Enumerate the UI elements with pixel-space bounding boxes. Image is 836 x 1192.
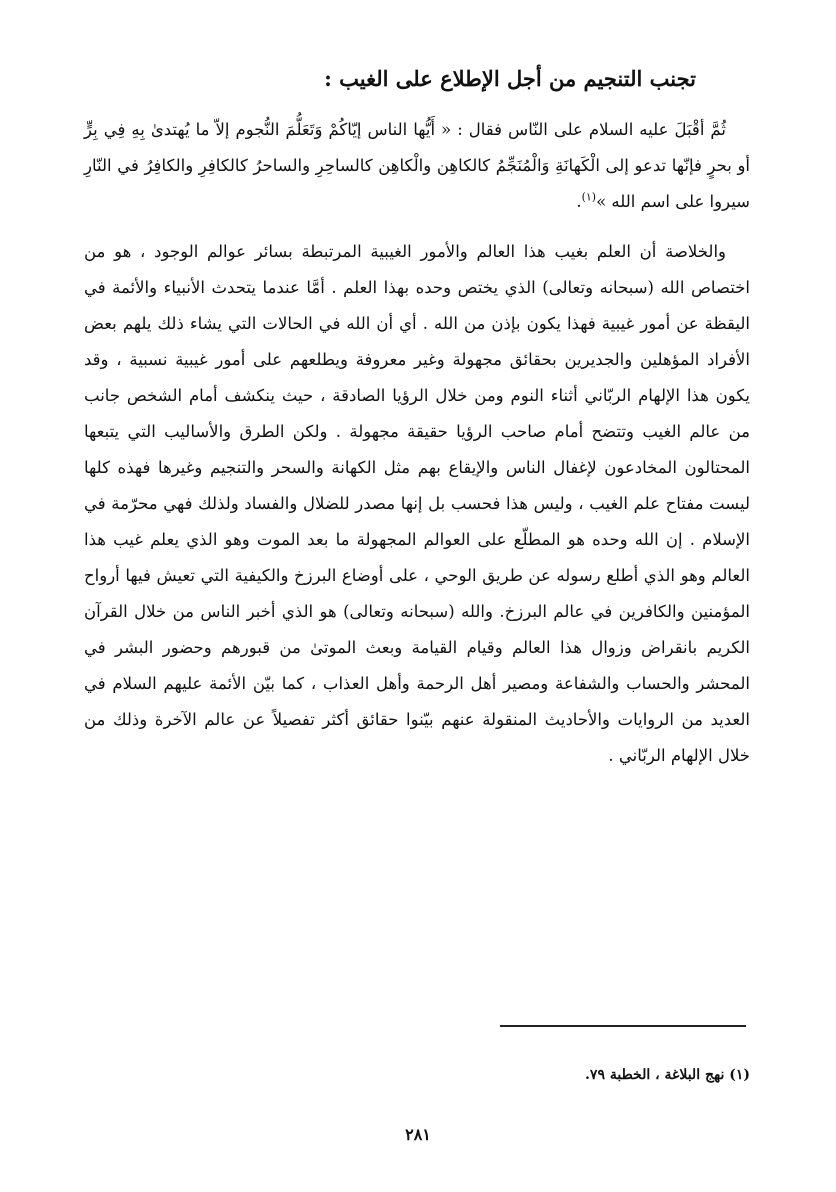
paragraph-summary: والخلاصة أن العلم بغيب هذا العالم والأمور الغيبية المرتبطة بسائر عوالم الوجود ، هو من اختصاص الله (سبحانه وتعالى) الذي يختص وحده بهذا العلم . أمَّا عندما يتحدث الأنبياء والأئمة في اليقظة عن أمور غيبية فهذا يكون بإذن من الله . أي أن الله في الحالات التي يشاء ذلك يلهم بعض الأفراد المؤهلين والجديرين بحقائق مجهولة وغير معروفة ويطلعهم على أمور غيبية نسبية ، وقد يكون هذا الإلهام الربّاني أثناء النوم ومن خلال الرؤيا الصادقة ، حيث ينكشف أمام الشخص جانب من عالم الغيب وتتضح أمام صاحب الرؤيا حقيقة مجهولة . ولكن الطرق والأساليب التي يتبعها المحتالون المخادعون لإغفال الناس والإيقاع بهم مثل الكهانة والسحر والتنجيم وغيرها فهذه كلها ليست مفتاح علم الغيب ، وليس هذا فحسب بل إنها مصدر للضلال والفساد ولذلك فهي محرّمة في الإسلام . إن الله وحده هو المطلّع على العوالم المجهولة ما بعد الموت وهو الذي يعلم غيب هذا العالم وهو الذي أطلع رسوله عن طريق الوحي ، على أوضاع البرزخ والكيفية التي تعيش فيها أرواح المؤمنين والكافرين في عالم البرزخ. والله (سبحانه وتعالى) هو الذي أخبر الناس من خلال القرآن الكريم بانقراض وزوال هذا العالم وقيام القيامة وبعث الموتىٰ من قبورهم وحضور البشر في المحشر والحساب والشفاعة ومصير أهل الرحمة وأهل العذاب ، كما بيّن الأئمة عليهم السلام في العديد من الروايات والأحاديث المنقولة عنهم بيّنوا حقائق أكثر تفصيلاً عن عالم الآخرة وذلك من خلال الإلهام الربّاني . xyxy=(84,242,750,765)
footnote: (١) نهج البلاغة ، الخطبة ٧٩. xyxy=(585,1067,750,1083)
footnote-reference[interactable]: (١) xyxy=(581,190,597,204)
main-text xyxy=(84,112,750,774)
quote-text: ثُمَّ أقْبَلَ عليه السلام على النّاس فقال : « أَيُّها الناس إيّاكُمْ وَتَعَلُّمَ النُّجوم إلاّ ما يُهتدىٰ بِهِ فِي بِرٍّ أو بحرٍ فإنّها تدعو إلى الْكَهانَةِ وَالْمُنَجِّمُ كالكاهِن والْكاهِن كالساحِرِ والساحرُ كالكافِرِ والكافِرُ في النّارِ سيروا على اسم الله » xyxy=(84,120,750,211)
quote-end-punctuation: . xyxy=(576,192,582,211)
paragraph-quote xyxy=(84,112,750,220)
section-heading: تجنب التنجيم من أجل الإطلاع على الغيب : xyxy=(324,66,696,91)
footnote-divider xyxy=(500,1025,746,1027)
page-number: ٢٨١ xyxy=(405,1125,431,1144)
